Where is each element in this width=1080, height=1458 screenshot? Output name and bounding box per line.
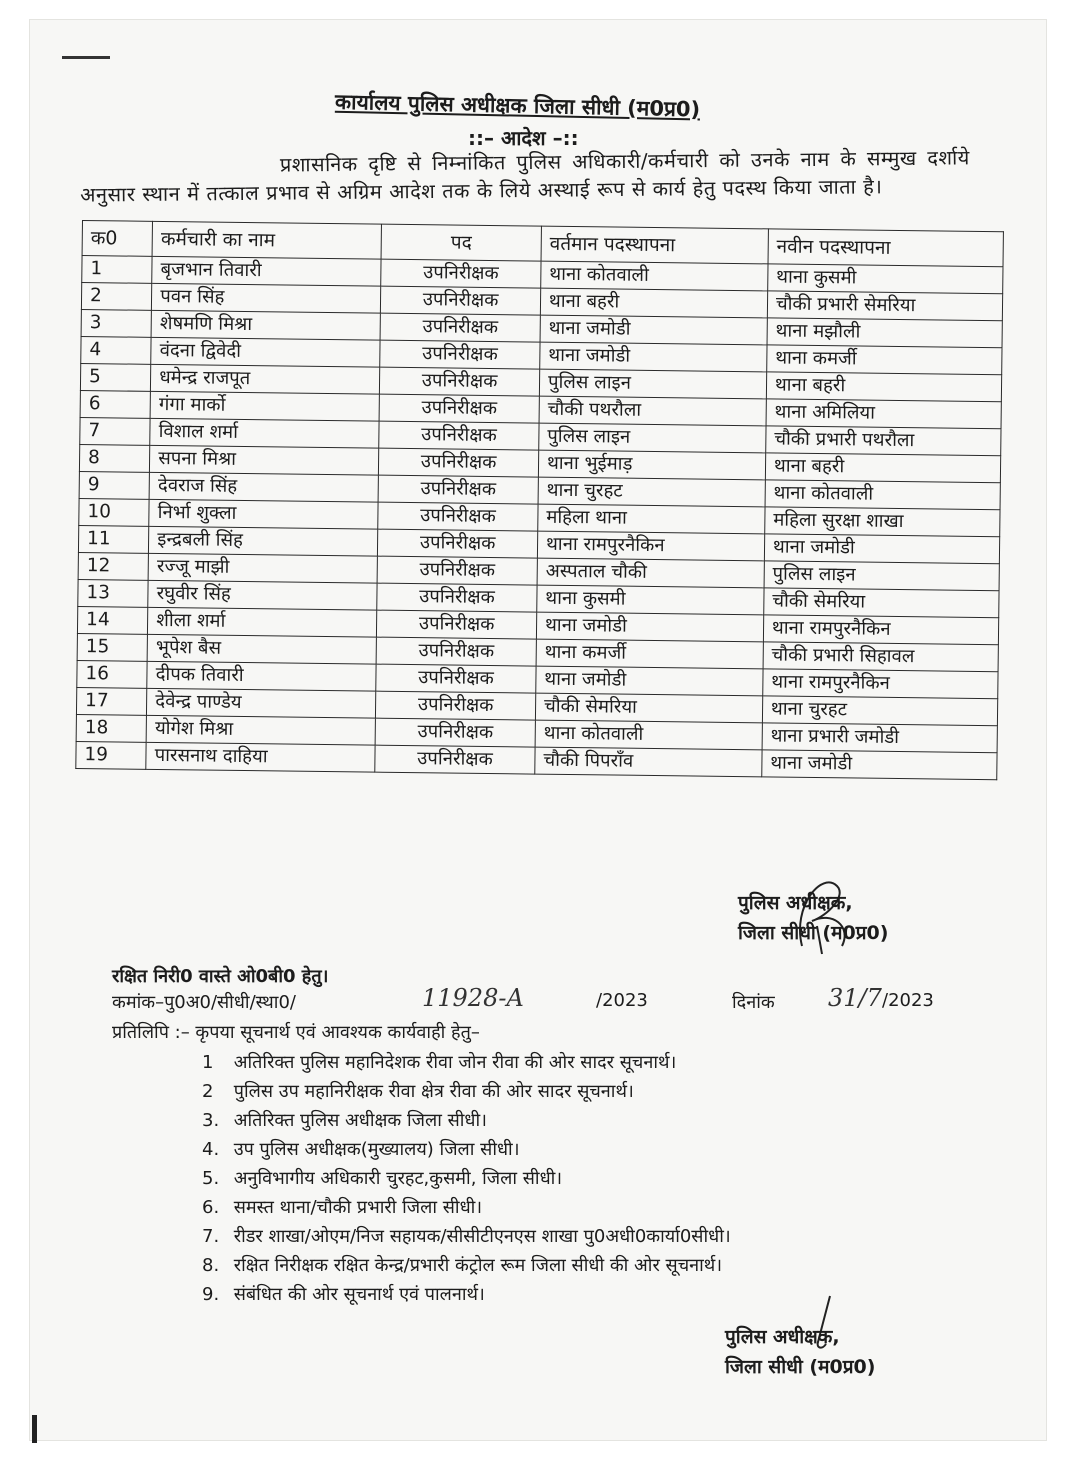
list-item-text: समस्त थाना/चौकी प्रभारी जिला सीधी। — [233, 1197, 483, 1218]
serial-cell: 13 — [78, 579, 149, 607]
distribution-list — [202, 1048, 731, 1309]
list-item-number: 2 — [202, 1081, 214, 1102]
list-item-number: 5. — [202, 1168, 220, 1189]
employee-name-cell: योगेश मिश्रा — [146, 715, 375, 745]
list-item-text: उप पुलिस अधीक्षक(मुख्यालय) जिला सीधी। — [233, 1139, 520, 1160]
signatory-title: पुलिस अधीक्षक, — [738, 892, 853, 914]
transfer-table-body — [76, 256, 1003, 780]
signatory-title-2: पुलिस अधीक्षक, — [725, 1326, 840, 1348]
list-item-number: 8. — [202, 1255, 220, 1276]
new-posting-cell: चौकी प्रभारी सिहावल — [763, 642, 998, 672]
list-item — [202, 1135, 731, 1164]
document-page — [30, 20, 1046, 1440]
list-item — [202, 1280, 731, 1309]
post-cell: उपनिरीक्षक — [381, 259, 541, 288]
header-serial: क0 — [82, 221, 153, 257]
serial-cell: 3 — [81, 309, 152, 337]
reference-number-handwritten: 11928-A — [422, 984, 524, 1012]
serial-cell: 17 — [76, 687, 147, 715]
current-posting-cell: थाना जमोडी — [540, 342, 767, 372]
employee-name-cell: पारसनाथ दाहिया — [146, 742, 375, 772]
reference-prefix: कमांक–पु0अ0/सीधी/स्था0/ — [112, 992, 296, 1013]
post-cell: उपनिरीक्षक — [379, 421, 539, 450]
serial-cell: 12 — [78, 552, 149, 580]
signatory-office: जिला सीधी (म0प्र0) — [738, 922, 889, 944]
post-cell: उपनिरीक्षक — [376, 664, 536, 693]
new-posting-cell: थाना कमर्जी — [767, 345, 1002, 375]
order-intro-paragraph: प्रशासनिक दृष्टि से निम्नांकित पुलिस अधिकारी/कर्मचारी को उनके नाम के सम्मुख दर्शाये अनुसार स्थान में तत्काल प्रभाव से अग्रिम आदेश तक के लिये अस्थाई रूप से कार्य हेतु पदस्थ किया जाता है। — [80, 145, 970, 207]
serial-cell: 18 — [76, 714, 147, 742]
list-item-number: 4. — [202, 1139, 220, 1160]
header-post: पद — [381, 224, 541, 261]
signature-block-1 — [738, 888, 888, 948]
post-cell: उपनिरीक्षक — [378, 475, 538, 504]
employee-name-cell: बृजभान तिवारी — [152, 256, 381, 286]
new-posting-cell: चौकी प्रभारी सेमरिया — [767, 291, 1002, 321]
current-posting-cell: थाना भुईमाड़ — [538, 450, 765, 480]
employee-name-cell: शेषमणि मिश्रा — [151, 310, 380, 340]
post-cell: उपनिरीक्षक — [377, 583, 537, 612]
serial-cell: 11 — [78, 525, 149, 553]
post-cell: उपनिरीक्षक — [377, 610, 537, 639]
new-posting-cell: चौकी सेमरिया — [764, 588, 999, 618]
serial-cell: 10 — [79, 498, 150, 526]
employee-name-cell: दीपक तिवारी — [147, 661, 376, 691]
post-cell: उपनिरीक्षक — [378, 529, 538, 558]
post-cell: उपनिरीक्षक — [380, 313, 540, 342]
list-item — [202, 1048, 731, 1077]
employee-name-cell: इन्द्रबली सिंह — [149, 526, 378, 556]
new-posting-cell: थाना बहरी — [766, 372, 1001, 402]
reference-year: /2023 — [596, 990, 648, 1011]
list-item-text: अनुविभागीय अधिकारी चुरहट,कुसमी, जिला सीधी। — [233, 1168, 563, 1189]
serial-cell: 16 — [77, 660, 148, 688]
list-item-number: 3. — [202, 1110, 220, 1131]
signatory-office-2: जिला सीधी (म0प्र0) — [725, 1356, 876, 1378]
post-cell: उपनिरीक्षक — [380, 340, 540, 369]
current-posting-cell: थाना कमर्जी — [536, 639, 763, 669]
employee-name-cell: रघुवीर सिंह — [148, 580, 377, 610]
post-cell: उपनिरीक्षक — [379, 448, 539, 477]
current-posting-cell: थाना बहरी — [540, 288, 767, 318]
employee-name-cell: भूपेश बैस — [147, 634, 376, 664]
current-posting-cell: चौकी सेमरिया — [535, 693, 762, 723]
list-item-text: रक्षित निरीक्षक रक्षित केन्द्र/प्रभारी कंट्रोल रूम जिला सीधी की ओर सूचनार्थ। — [233, 1255, 723, 1276]
copy-to-line: प्रतिलिपि :– कृपया सूचनार्थ एवं आवश्यक कार्यवाही हेतु– — [112, 1022, 480, 1043]
employee-name-cell: वंदना द्विवेदी — [151, 337, 380, 367]
new-posting-cell: थाना मझौली — [767, 318, 1002, 348]
header-new-posting: नवीन पदस्थापना — [768, 229, 1004, 267]
new-posting-cell: चौकी प्रभारी पथरौला — [766, 426, 1001, 456]
list-item-text: रीडर शाखा/ओएम/निज सहायक/सीसीटीएनएस शाखा पु0अधी0कार्या0सीधी। — [233, 1226, 731, 1247]
list-item-number: 9. — [202, 1284, 220, 1305]
new-posting-cell: थाना जमोडी — [764, 534, 999, 564]
post-cell: उपनिरीक्षक — [375, 718, 535, 747]
employee-name-cell: गंगा मार्को — [150, 391, 379, 421]
new-posting-cell: थाना कुसमी — [768, 264, 1003, 294]
list-item-text: संबंधित की ओर सूचनार्थ एवं पालनार्थ। — [233, 1284, 485, 1305]
employee-name-cell: देवेन्द्र पाण्डेय — [147, 688, 376, 718]
employee-name-cell: रज्जू माझी — [148, 553, 377, 583]
date-year: /2023 — [882, 990, 934, 1011]
employee-name-cell: शीला शर्मा — [148, 607, 377, 637]
forward-to-line: रक्षित निरी0 वास्ते ओ0बी0 हेतु। — [112, 966, 329, 987]
list-item — [202, 1077, 731, 1106]
current-posting-cell: थाना चुरहट — [538, 477, 765, 507]
serial-cell: 19 — [76, 741, 147, 769]
list-item — [202, 1106, 731, 1135]
list-item-number: 6. — [202, 1197, 220, 1218]
new-posting-cell: महिला सुरक्षा शाखा — [765, 507, 1000, 537]
employee-name-cell: सपना मिश्रा — [150, 445, 379, 475]
post-cell: उपनिरीक्षक — [376, 637, 536, 666]
list-item-number: 7. — [202, 1226, 220, 1247]
employee-name-cell: धमेन्द्र राजपूत — [151, 364, 380, 394]
list-item — [202, 1193, 731, 1222]
employee-name-cell: पवन सिंह — [152, 283, 381, 313]
serial-cell: 1 — [82, 256, 153, 284]
current-posting-cell: महिला थाना — [538, 504, 765, 534]
serial-cell: 8 — [79, 444, 150, 472]
top-margin-dash — [62, 56, 110, 59]
serial-cell: 14 — [77, 606, 148, 634]
new-posting-cell: थाना अमिलिया — [766, 399, 1001, 429]
current-posting-cell: अस्पताल चौकी — [537, 558, 764, 588]
margin-mark — [32, 1415, 37, 1443]
current-posting-cell: थाना कोतवाली — [541, 261, 768, 291]
new-posting-cell: थाना रामपुरनैकिन — [763, 669, 998, 699]
post-cell: उपनिरीक्षक — [381, 286, 541, 315]
new-posting-cell: थाना चुरहट — [762, 696, 997, 726]
header-current-posting: वर्तमान पदस्थापना — [541, 226, 768, 264]
serial-cell: 6 — [80, 390, 151, 418]
post-cell: उपनिरीक्षक — [378, 502, 538, 531]
list-item-text: पुलिस उप महानिरीक्षक रीवा क्षेत्र रीवा की ओर सादर सूचनार्थ। — [233, 1081, 634, 1102]
new-posting-cell: थाना जमोडी — [762, 750, 997, 780]
list-item-text: अतिरिक्त पुलिस अधीक्षक जिला सीधी। — [233, 1110, 487, 1131]
list-item — [202, 1164, 731, 1193]
new-posting-cell: थाना प्रभारी जमोडी — [762, 723, 997, 753]
serial-cell: 15 — [77, 633, 148, 661]
header-employee-name: कर्मचारी का नाम — [152, 221, 381, 259]
signature-block-2 — [725, 1322, 875, 1382]
list-item-number: 1 — [202, 1052, 214, 1073]
post-cell: उपनिरीक्षक — [375, 745, 535, 774]
employee-name-cell: निर्भा शुक्ला — [149, 499, 378, 529]
post-cell: उपनिरीक्षक — [379, 394, 539, 423]
current-posting-cell: चौकी पिपराँव — [535, 747, 762, 777]
transfer-table — [75, 220, 1004, 780]
list-item — [202, 1251, 731, 1280]
new-posting-cell: पुलिस लाइन — [764, 561, 999, 591]
current-posting-cell: थाना जमोडी — [540, 315, 767, 345]
serial-cell: 9 — [79, 471, 150, 499]
current-posting-cell: थाना जमोडी — [536, 666, 763, 696]
current-posting-cell: थाना कुसमी — [537, 585, 764, 615]
date-handwritten: 31/7 — [828, 984, 882, 1012]
current-posting-cell: पुलिस लाइन — [539, 369, 766, 399]
current-posting-cell: थाना जमोडी — [536, 612, 763, 642]
office-title: कार्यालय पुलिस अधीक्षक जिला सीधी (म0प्र0) — [334, 89, 701, 122]
serial-cell: 2 — [81, 283, 152, 311]
post-cell: उपनिरीक्षक — [377, 556, 537, 585]
list-item-text: अतिरिक्त पुलिस महानिदेशक रीवा जोन रीवा की ओर सादर सूचनार्थ। — [233, 1052, 677, 1073]
list-item — [202, 1222, 731, 1251]
order-heading: ::– आदेश –:: — [468, 126, 579, 150]
current-posting-cell: थाना कोतवाली — [535, 720, 762, 750]
post-cell: उपनिरीक्षक — [380, 367, 540, 396]
new-posting-cell: थाना रामपुरनैकिन — [763, 615, 998, 645]
serial-cell: 7 — [80, 417, 151, 445]
date-label: दिनांक — [732, 992, 775, 1013]
new-posting-cell: थाना कोतवाली — [765, 480, 1000, 510]
serial-cell: 5 — [80, 363, 151, 391]
post-cell: उपनिरीक्षक — [376, 691, 536, 720]
employee-name-cell: विशाल शर्मा — [150, 418, 379, 448]
current-posting-cell: चौकी पथरौला — [539, 396, 766, 426]
new-posting-cell: थाना बहरी — [765, 453, 1000, 483]
employee-name-cell: देवराज सिंह — [149, 472, 378, 502]
current-posting-cell: थाना रामपुरनैकिन — [537, 531, 764, 561]
serial-cell: 4 — [81, 336, 152, 364]
current-posting-cell: पुलिस लाइन — [539, 423, 766, 453]
